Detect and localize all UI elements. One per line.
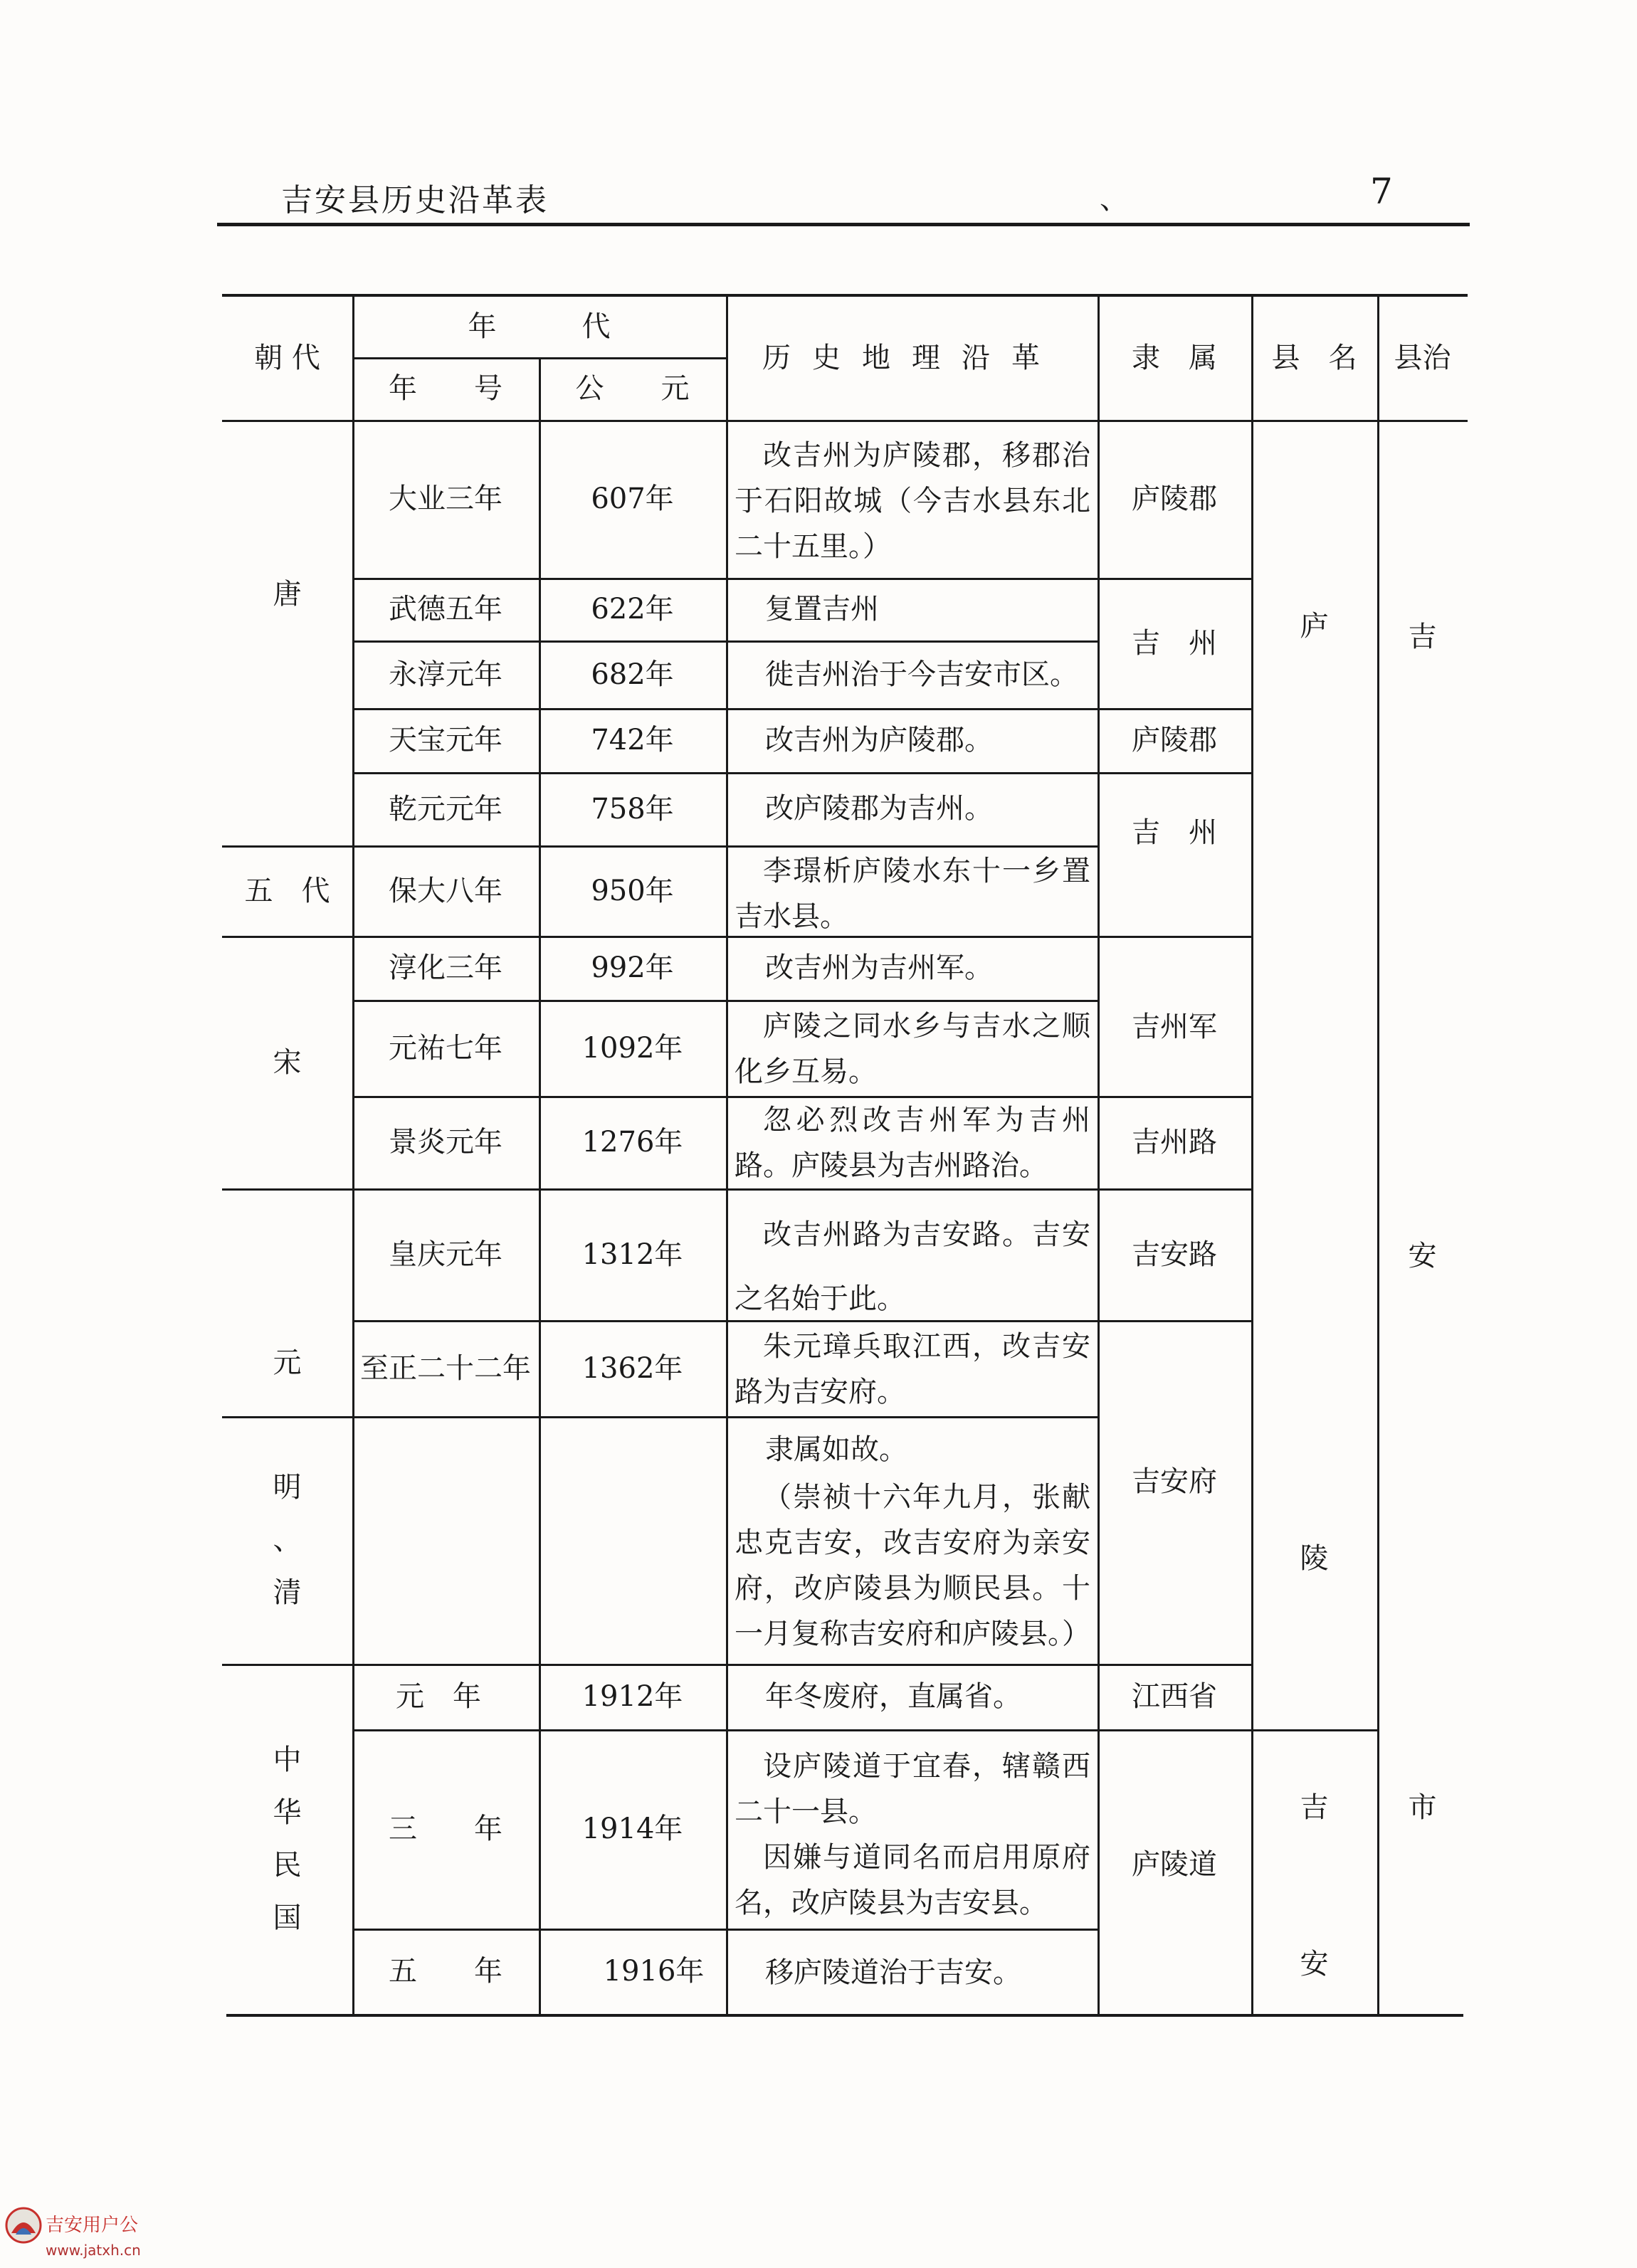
ad-cell: 682年 [591, 658, 674, 691]
header-era: 年 代 [468, 310, 611, 343]
ad-cell: 1312年 [581, 1238, 683, 1271]
county-name-char: 陵 [1300, 1542, 1329, 1575]
ad-cell [539, 1416, 726, 1664]
page-title: 吉安县历史沿革表 [281, 182, 549, 218]
seat-char: 吉 [1408, 621, 1437, 653]
history-cell: 改吉州为庐陵郡，移郡治于石阳故城（今吉水县东北二十五里。） [735, 439, 1090, 563]
history-cell: 庐陵之同水乡与吉水之顺化乡互易。 [735, 1010, 1090, 1088]
history-cell: 朱元璋兵取江西，改吉安路为吉安府。 [735, 1330, 1090, 1408]
affiliation-cell: 庐陵道 [1132, 1848, 1217, 1881]
watermark-emblem-icon [4, 2206, 43, 2245]
dynasty-yuan: 元 [273, 1346, 302, 1379]
history-cell: 改吉州为庐陵郡。 [765, 724, 993, 756]
header-county-name: 县 名 [1271, 341, 1357, 374]
reign-cell: 天宝元年 [389, 724, 502, 756]
dynasty-wudai: 五 代 [244, 874, 330, 907]
affiliation-cell: 吉 州 [1132, 816, 1217, 849]
ad-cell: 1912年 [581, 1680, 683, 1713]
header-seat: 县治 [1394, 341, 1451, 374]
watermark-logo [4, 2206, 189, 2263]
page-number: 7 [1370, 171, 1393, 212]
header-dynasty: 朝 代 [254, 341, 320, 374]
header-ad: 公 元 [575, 372, 690, 405]
affiliation-cell: 江西省 [1132, 1680, 1217, 1713]
affiliation-cell: 庐陵郡 [1132, 482, 1217, 515]
reign-cell: 武德五年 [389, 593, 502, 626]
ad-cell: 1092年 [581, 1031, 683, 1065]
header-history: 历史地理沿革 [762, 341, 1061, 374]
reign-cell: 五 年 [389, 1955, 502, 1988]
reign-cell: 大业三年 [389, 482, 502, 515]
history-cell: 改吉州为吉州军。 [765, 951, 993, 984]
ad-cell: 992年 [591, 951, 674, 984]
history-cell: 忽必烈改吉州军为吉州路。庐陵县为吉州路治。 [735, 1104, 1090, 1182]
ad-cell: 742年 [591, 724, 674, 756]
seat-char: 安 [1408, 1240, 1437, 1272]
history-cell: 隶属如故。 [765, 1433, 907, 1466]
header-affiliation: 隶 属 [1132, 341, 1217, 374]
affiliation-cell: 吉州路 [1132, 1126, 1217, 1159]
affiliation-cell: 庐陵郡 [1132, 724, 1217, 756]
affiliation-cell: 吉州军 [1132, 1010, 1217, 1043]
history-cell: 李璟析庐陵水东十一乡置吉水县。 [735, 855, 1090, 933]
reign-cell: 淳化三年 [389, 951, 502, 984]
dynasty-tang: 唐 [273, 578, 302, 611]
reign-cell: 乾元元年 [389, 792, 502, 826]
county-name-char: 庐 [1300, 610, 1329, 643]
reign-cell [352, 1416, 539, 1664]
ad-cell: 1362年 [581, 1351, 683, 1385]
ad-cell: 1276年 [581, 1126, 683, 1159]
history-cell: 年冬废府，直属省。 [765, 1680, 1021, 1713]
history-cell-note: 因嫌与道同名而启用原府名，改庐陵县为吉安县。 [735, 1841, 1090, 1919]
reign-cell: 景炎元年 [389, 1126, 502, 1159]
reign-cell: 三 年 [389, 1813, 502, 1845]
ad-cell: 1914年 [581, 1813, 683, 1845]
ad-cell: 622年 [591, 593, 674, 626]
dynasty-song: 宋 [273, 1045, 302, 1079]
ad-cell: 950年 [591, 874, 674, 907]
stray-mark: 、 [1100, 183, 1128, 216]
county-name-char: 安 [1300, 1948, 1329, 1980]
affiliation-cell: 吉安府 [1132, 1465, 1217, 1498]
col-divider [726, 295, 728, 2014]
history-cell: 设庐陵道于宜春，辖赣西二十一县。 [735, 1750, 1090, 1828]
col-divider [1251, 295, 1253, 2014]
reign-cell: 永淳元年 [389, 658, 502, 691]
reign-cell: 元祐七年 [389, 1031, 502, 1065]
history-cell: 徙吉州治于今吉安市区。 [765, 658, 1078, 691]
dynasty-ming-qing: 明 、 清 [273, 1471, 302, 1609]
header-reign: 年 号 [389, 372, 502, 405]
history-cell: 移庐陵道治于吉安。 [765, 1956, 1021, 1989]
affiliation-cell: 吉 州 [1132, 626, 1217, 660]
row-divider [1251, 1729, 1377, 1731]
history-cell: 复置吉州 [765, 593, 879, 626]
table-bottom-border [226, 2014, 1463, 2017]
ad-cell: 758年 [591, 792, 674, 826]
reign-cell: 皇庆元年 [389, 1238, 502, 1271]
col-divider [1377, 295, 1379, 2014]
reign-cell: 保大八年 [389, 874, 502, 907]
ad-cell: 1916年 [603, 1955, 705, 1988]
history-cell-note: （崇祯十六年九月，张献忠克吉安，改吉安府为亲安府，改庐陵县为顺民县。十一月复称吉安府和庐陵县。） [735, 1481, 1090, 1650]
watermark-url: www.jatxh.cn [46, 2242, 141, 2259]
history-cell: 改庐陵郡为吉州。 [765, 792, 993, 825]
reign-cell: 至正二十二年 [360, 1351, 531, 1385]
watermark-name: 吉安用户公 [46, 2215, 139, 2236]
header-rule [217, 223, 1470, 226]
reign-cell: 元 年 [396, 1680, 481, 1713]
ad-cell: 607年 [591, 482, 674, 515]
dynasty-roc: 中 华 民 国 [273, 1744, 302, 1934]
history-cell: 改吉州路为吉安路。吉安之名始于此。 [735, 1218, 1090, 1315]
affiliation-cell: 吉安路 [1132, 1238, 1217, 1271]
county-name-char: 吉 [1300, 1791, 1329, 1824]
seat-char: 市 [1408, 1791, 1437, 1824]
